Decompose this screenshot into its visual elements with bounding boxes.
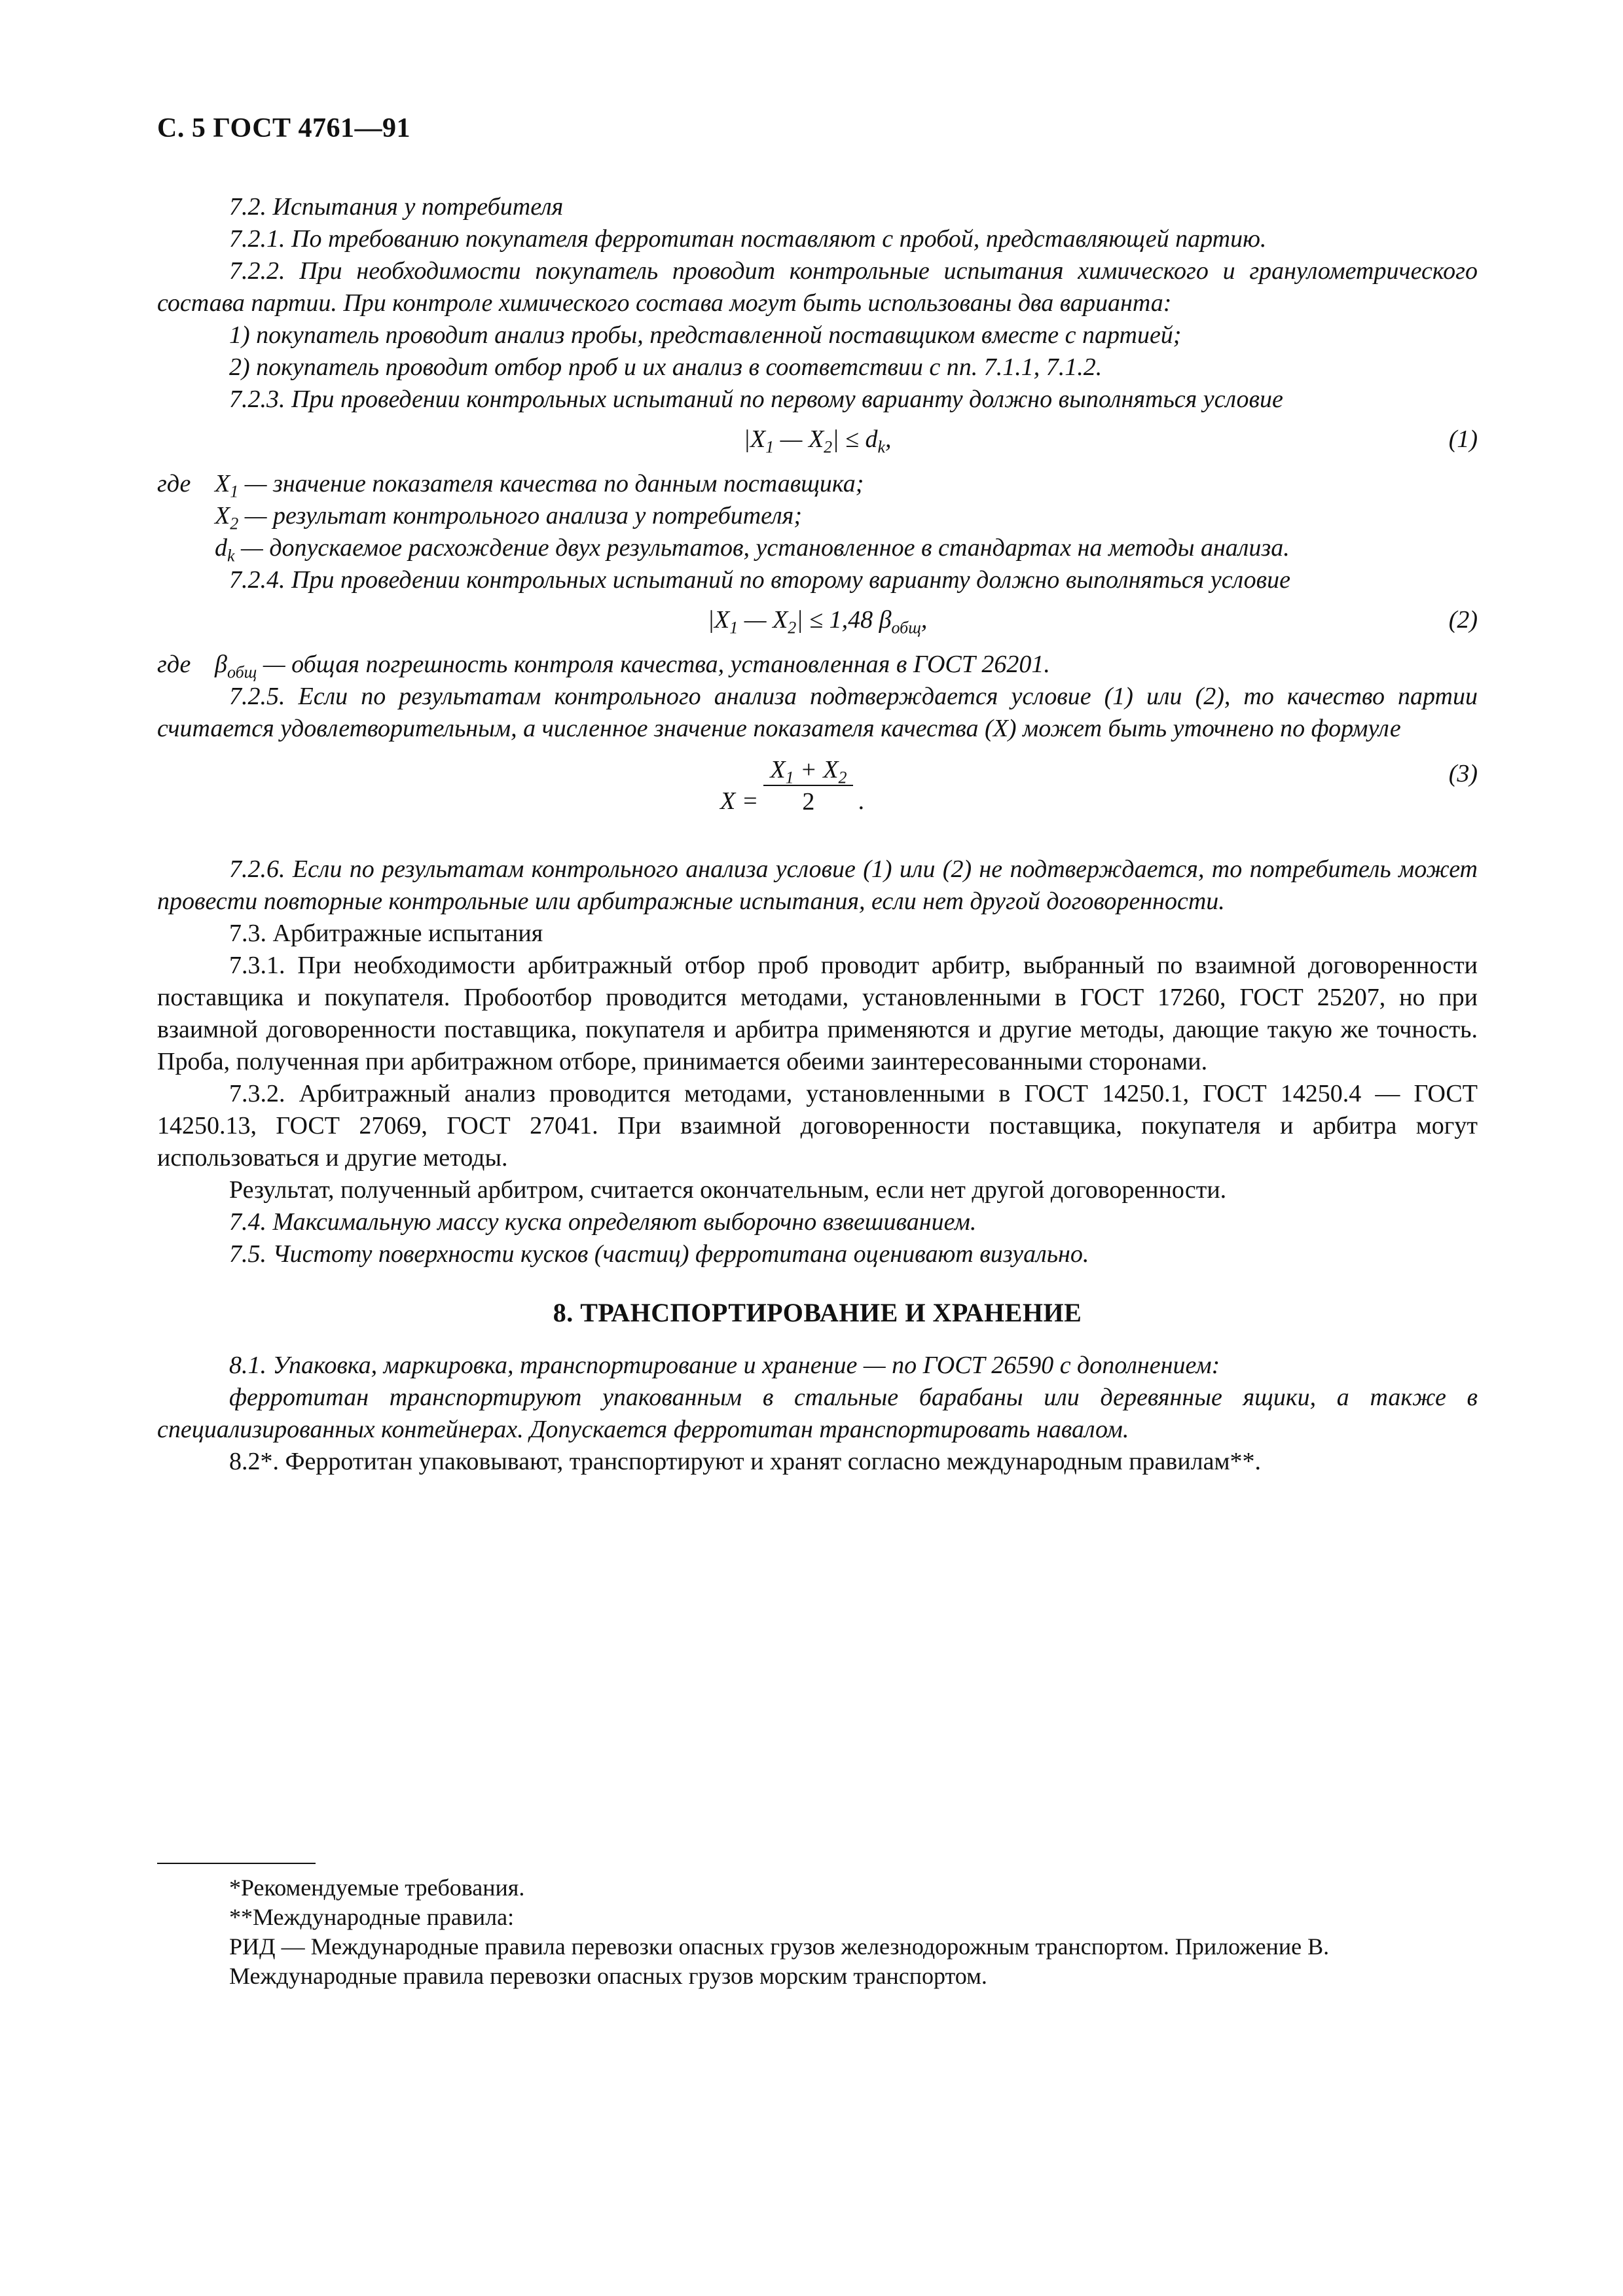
clause-7-2-1: 7.2.1. По требованию покупателя ферротитан поставляют с пробой, представляющей партию. — [229, 225, 1267, 253]
symbol: d — [215, 534, 227, 562]
symbol-definition: — допускаемое расхождение двух результатов, установленное в стандартах на методы анализа. — [234, 534, 1290, 562]
formula-2-sub: 2 — [788, 618, 797, 637]
formula-2 — [157, 599, 1478, 646]
symbol-definition: — значение показателя качества по данным поставщика; — [238, 470, 864, 497]
formula-3-numerator — [763, 755, 853, 786]
formula-2-sub: общ — [891, 618, 921, 637]
clause-7-3-2: 7.3.2. Арбитражный анализ проводится методами, установленными в ГОСТ 14250.1, ГОСТ 14250.4 — ГОСТ 14250.13, ГОСТ 27069, ГОСТ 27041. При взаимной договоренности поставщика, покупателя и арбитра могут использоваться и другие методы. — [157, 1080, 1478, 1172]
formula-3 — [157, 754, 1478, 839]
symbol: β — [215, 651, 227, 678]
clause-8-2: 8.2*. Ферротитан упаковывают, транспортируют и хранят согласно международным правилам**. — [229, 1448, 1262, 1475]
formula-3-part: + X — [793, 755, 839, 783]
formula-1-part: — X — [774, 425, 824, 453]
where-line — [157, 649, 1478, 681]
clause-7-2-3: 7.2.3. При проведении контрольных испытаний по первому варианту должно выполняться условие — [229, 386, 1283, 413]
heading-7-3: 7.3. Арбитражные испытания — [229, 920, 543, 947]
symbol-sub: 2 — [230, 514, 239, 533]
formula-1-sub: k — [877, 437, 886, 457]
formula-1-sub: 2 — [824, 437, 833, 457]
formula-3-sub: 2 — [838, 768, 847, 787]
clause-7-2-2: 7.2.2. При необходимости покупатель проводит контрольные испытания химического и гранулометрического состава партии. При контроле химического состава могут быть использованы два варианта: — [157, 257, 1478, 317]
formula-3-sub: 1 — [785, 768, 794, 787]
section-8-title: 8. ТРАНСПОРТИРОВАНИЕ И ХРАНЕНИЕ — [553, 1298, 1082, 1327]
formula-1-part: |X — [743, 425, 766, 453]
symbol-sub: k — [227, 546, 235, 565]
formula-2-part: , — [921, 606, 928, 634]
formula-2-part: — X — [738, 606, 788, 634]
formula-3-denominator: 2 — [802, 787, 815, 816]
option-1: 1) покупатель проводит анализ пробы, представленной поставщиком вместе с партией; — [229, 321, 1182, 349]
formula-2-sub: 1 — [729, 618, 739, 637]
formula-3-part: X — [770, 755, 786, 783]
formula-2-part: |X — [707, 606, 730, 634]
clause-7-2-6: 7.2.6. Если по результатам контрольного анализа условие (1) или (2) не подтверждается, то потребитель может провести повторные контрольные или арбитражные испытания, если нет другой договоренности. — [157, 855, 1478, 915]
formula-2-number: (2) — [1448, 606, 1478, 634]
heading-7-2: 7.2. Испытания у потребителя — [229, 193, 564, 221]
result-statement: Результат, полученный арбитром, считается окончательным, если нет другой договоренности. — [229, 1176, 1227, 1204]
formula-3-fraction — [763, 755, 853, 817]
where-word: где — [157, 651, 191, 678]
formula-3-lhs: X = — [720, 787, 759, 815]
formula-3-expression — [720, 754, 865, 817]
formula-2-part: | ≤ 1,48 β — [796, 606, 892, 634]
body-text — [157, 191, 1478, 1478]
formula-1-sub: 1 — [765, 437, 775, 457]
running-head: С. 5 ГОСТ 4761—91 — [157, 113, 411, 143]
formula-1 — [157, 418, 1478, 465]
symbol: X — [215, 502, 230, 529]
clause-7-3-1: 7.3.1. При необходимости арбитражный отбор проб проводит арбитр, выбранный по взаимной договоренности поставщика и покупателя. Пробоотбор проводится методами, установленными в ГОСТ 17260, ГОСТ 25207, но при взаимной договоренности поставщика, покупателя и арбитра применяются и другие методы, дающие такую же точность. Проба, полученная при арбитражном отборе, принимается обеими заинтересованными сторонами. — [157, 952, 1478, 1075]
footnote: РИД — Международные правила перевозки опасных грузов железнодорожным транспортом. Приложение В. — [229, 1933, 1330, 1960]
clause-8-1-addition: ферротитан транспортируют упакованным в стальные барабаны или деревянные ящики, а также в специализированных контейнерах. Допускается ферротитан транспортировать навалом. — [157, 1384, 1478, 1443]
clause-8-1: 8.1. Упаковка, маркировка, транспортирование и хранение — по ГОСТ 26590 с дополнением: — [229, 1352, 1220, 1379]
clause-7-5: 7.5. Чистоту поверхности кусков (частиц) ферротитана оценивают визуально. — [229, 1240, 1089, 1268]
formula-1-number: (1) — [1448, 425, 1478, 453]
where-block-1 — [157, 468, 1478, 564]
where-word: где — [157, 470, 191, 497]
formula-1-part: , — [885, 425, 892, 453]
symbol: X — [215, 470, 230, 497]
footnote: *Рекомендуемые требования. — [229, 1874, 525, 1901]
symbol-definition: — результат контрольного анализа у потребителя; — [238, 502, 802, 529]
formula-3-tail: . — [858, 787, 865, 815]
symbol-sub: общ — [227, 662, 257, 682]
footnotes — [157, 1873, 1478, 1991]
footnote: Международные правила перевозки опасных грузов морским транспортом. — [229, 1963, 987, 1989]
where-line — [157, 500, 1478, 532]
symbol-definition: — общая погрешность контроля качества, установленная в ГОСТ 26201. — [257, 651, 1050, 678]
footnote: **Международные правила: — [229, 1904, 515, 1930]
formula-2-expression — [157, 604, 1478, 636]
footnote-divider — [157, 1863, 316, 1864]
formula-3-number: (3) — [1448, 760, 1478, 787]
where-line — [157, 468, 1478, 500]
clause-7-4: 7.4. Максимальную массу куска определяют выборочно взвешиванием. — [229, 1208, 977, 1236]
clause-7-2-4: 7.2.4. При проведении контрольных испытаний по второму варианту должно выполняться условие — [229, 566, 1290, 594]
formula-1-expression — [157, 423, 1478, 456]
where-line — [157, 532, 1478, 564]
formula-1-part: | ≤ d — [832, 425, 878, 453]
clause-7-2-5: 7.2.5. Если по результатам контрольного анализа подтверждается условие (1) или (2), то качество партии считается удовлетворительным, а численное значение показателя качества (X) может быть уточнено по формуле — [157, 683, 1478, 742]
symbol-sub: 1 — [230, 482, 239, 501]
option-2: 2) покупатель проводит отбор проб и их анализ в соответствии с пп. 7.1.1, 7.1.2. — [229, 353, 1103, 381]
